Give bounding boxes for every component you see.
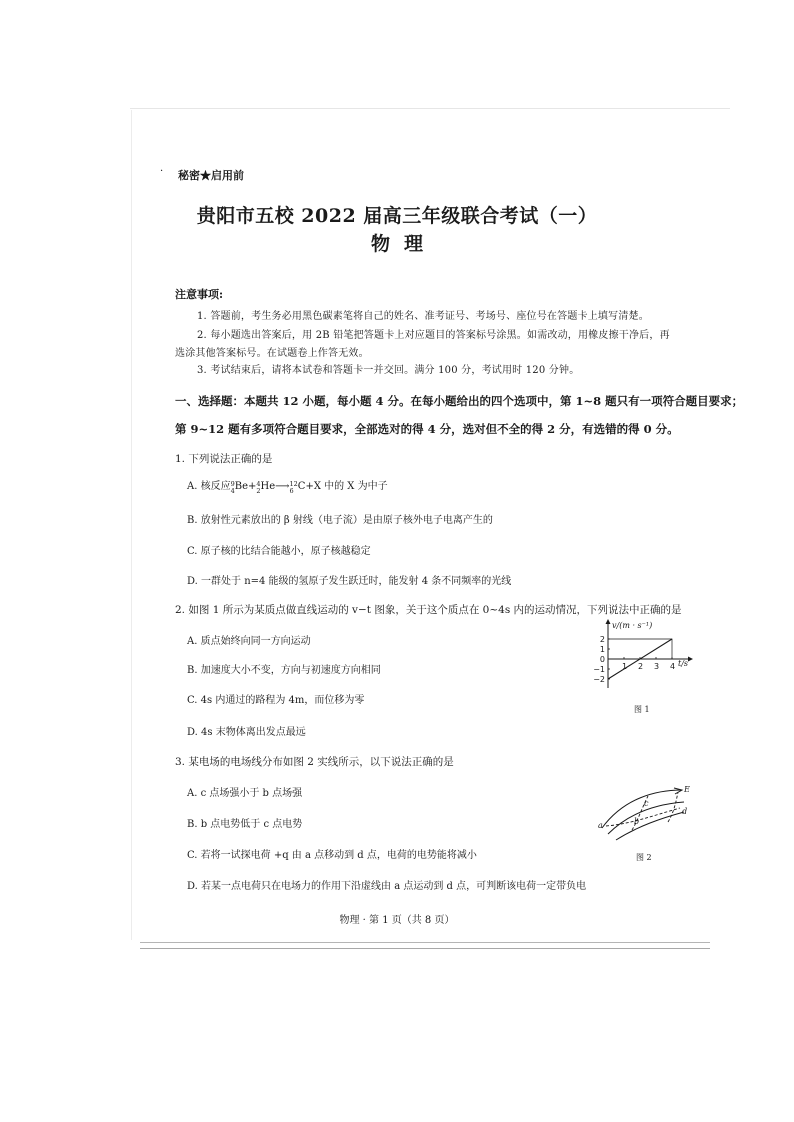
figure-caption: 图 2 [636,853,652,862]
label-e: E [684,785,690,794]
x-tick-label: 3 [654,662,660,671]
subject-title: 物理 [370,233,437,255]
section-instructions: 一、选择题：本题共 12 小题，每小题 4 分。在每小题给出的四个选项中，第 1~8 题只有一项符合题目要求； [175,394,744,408]
note-item: 2. 每小题选出答案后，用 2B 铅笔把答题卡上对应题目的答案标号涂黑。如需改动，用橡皮擦干净后，再 [197,330,670,341]
charge-number: 4 [230,487,235,495]
option-label: A. 核反应 [187,481,231,492]
nuclide-index [290,481,298,495]
label-a: a [598,821,603,830]
option-c: C. 4s 内通过的路程为 4m，而位移为零 [187,695,365,706]
field-line-diagram [594,784,694,844]
option-c: C. 若将一试探电荷 +q 由 a 点移动到 d 点，电荷的电势能将减小 [187,850,477,861]
charge-number: 6 [289,487,294,495]
page-edge [130,108,730,109]
page-edge [140,948,710,949]
question-stem: 3. 某电场的电场线分布如图 2 实线所示，以下说法正确的是 [175,756,454,768]
page-edge [140,942,710,943]
mass-number: 9 [230,480,235,488]
option-b: B. 加速度大小不变，方向与初速度方向相同 [187,665,381,676]
y-tick-label: −2 [593,675,605,684]
field-line [602,790,682,828]
mass-number: 12 [289,480,298,488]
y-tick-label: 1 [599,645,605,654]
y-tick-label: 0 [599,655,605,664]
field-line [616,812,684,840]
nuclide-symbol: C+X 中的 X 为中子 [297,481,388,492]
guide-lines [608,639,672,659]
section-instructions: 第 9~12 题有多项符合题目要求，全部选对的得 4 分，选对但不全的得 2 分，有选错的得 0 分。 [175,422,679,436]
option-c: C. 原子核的比结合能越小，原子核越稳定 [187,546,371,557]
note-item: 1. 答题前，考生务必用黑色碳素笔将自己的姓名、准考证号、考场号、座位号在答题卡上填写清楚。 [197,311,649,322]
guide-line [608,639,672,659]
notes-heading: 注意事项: [175,288,224,301]
y-axis-label: v/(m · s⁻¹) [612,621,653,630]
note-item: 3. 考试结束后，请将本试卷和答题卡一并交回。满分 100 分，考试用时 120 分钟。 [197,365,580,376]
question-stem: 1. 下列说法正确的是 [175,453,273,465]
option-b: B. b 点电势低于 c 点电势 [187,819,303,830]
nuclide-symbol: He [260,481,276,492]
y-tick-label: 2 [599,635,605,644]
x-axis-label: t/s [678,659,689,668]
note-item: 选涂其他答案标号。在试题卷上作答无效。 [175,348,369,359]
x-tick-label: 4 [670,662,676,671]
equipotential-dashed [668,792,678,822]
label-c: c [644,799,649,808]
reaction-arrow: ⟶ [275,481,290,492]
exam-title: 贵阳市五校 2022 届高三年级联合考试（一） [196,205,598,227]
nuclide-symbol: Be+ [234,481,257,492]
figure-caption: 图 1 [634,705,650,714]
option-a [187,477,388,495]
option-d: D. 若某一点电荷只在电场力的作用下沿虚线由 a 点运动到 d 点，可判断该电荷一定带负电 [187,881,587,892]
secret-mark: 秘密★启用前 [178,169,244,182]
page-footer: 物理 · 第 1 页（共 8 页） [339,915,455,926]
question-stem: 2. 如图 1 所示为某质点做直线运动的 v−t 图象，关于这个质点在 0~4s 内的运动情况，下列说法中正确的是 [175,604,682,616]
option-a: A. 质点始终向同一方向运动 [187,636,311,647]
option-a: A. c 点场强小于 b 点场强 [187,788,303,799]
charge-number: 2 [256,487,261,495]
y-tick-label: −1 [593,665,605,674]
vt-chart [588,616,700,692]
label-d: d [682,807,688,816]
option-d: D. 4s 末物体离出发点最远 [187,727,306,738]
x-tick-label: 2 [638,662,644,671]
mass-number: 4 [256,480,261,488]
label-b: b [634,817,640,826]
option-b: B. 放射性元素放出的 β 射线（电子流）是由原子核外电子电离产生的 [187,515,493,526]
x-tick-label: 1 [622,662,628,671]
option-d: D. 一群处于 n=4 能级的氢原子发生跃迁时，能发射 4 条不同频率的光线 [187,576,512,587]
scan-dot: · [160,166,164,177]
